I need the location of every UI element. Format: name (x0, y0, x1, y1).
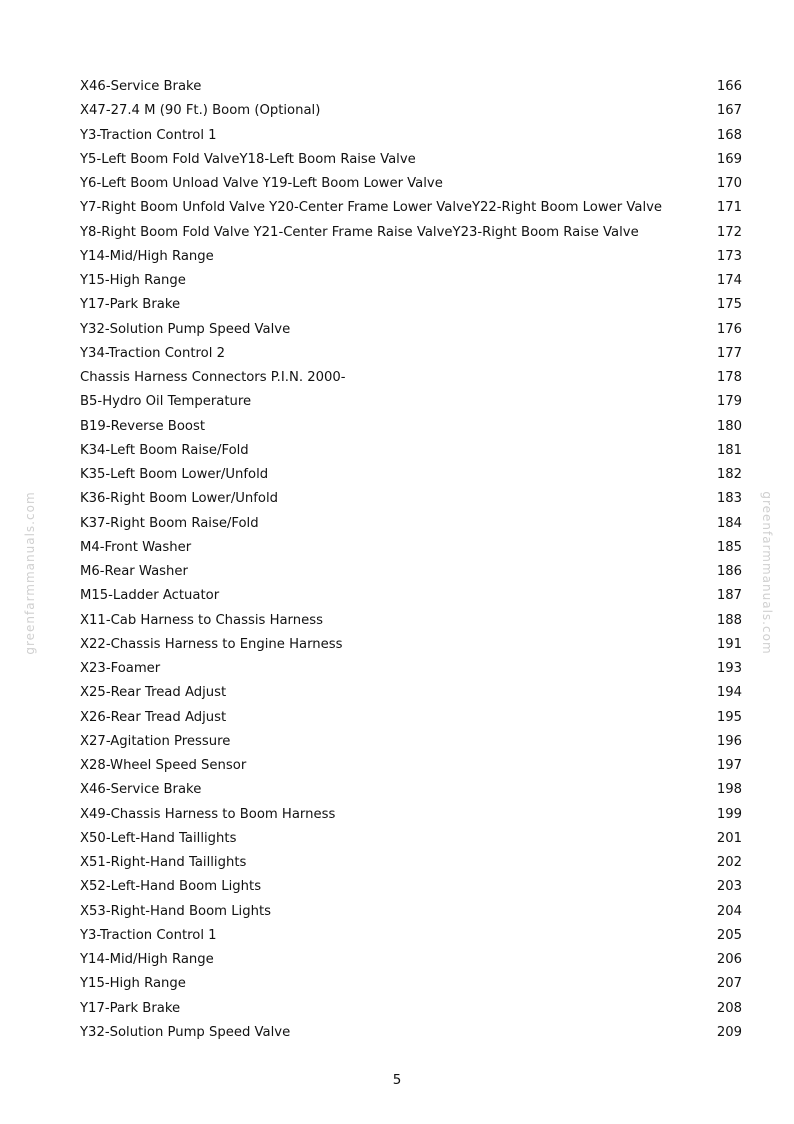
toc-entry-page: 175 (716, 297, 742, 313)
toc-entry[interactable] (80, 221, 742, 245)
toc-entry-title: Y32-Solution Pump Speed Valve (80, 321, 291, 337)
toc-entry[interactable] (80, 390, 742, 414)
toc-entry-title: X28-Wheel Speed Sensor (80, 758, 247, 773)
toc-entry-page: 167 (716, 103, 742, 119)
toc-entry-page: 197 (716, 758, 742, 773)
toc-entry-title: K35-Left Boom Lower/Unfold (80, 467, 269, 482)
toc-entry-page: 173 (716, 248, 742, 264)
toc-entry-title: X47-27.4 M (90 Ft.) Boom (Optional) (80, 103, 321, 119)
toc-entry-title: Y32-Solution Pump Speed Valve (80, 1024, 291, 1040)
toc-entry[interactable] (80, 172, 742, 196)
toc-entry-page: 203 (716, 879, 742, 895)
toc-entry-title: Y15-High Range (80, 976, 186, 992)
toc-entry[interactable] (80, 342, 742, 366)
toc-entry[interactable] (80, 657, 742, 681)
toc-entry-title: X23-Foamer (80, 661, 161, 676)
toc-entry[interactable] (80, 754, 742, 778)
toc-entry[interactable] (80, 972, 742, 996)
toc-entry[interactable] (80, 609, 742, 633)
toc-entry-page: 208 (716, 1000, 742, 1016)
toc-entry-title: Y34-Traction Control 2 (80, 345, 225, 361)
toc-entry-title: Y3-Traction Control 1 (80, 127, 217, 143)
toc-entry-page: 170 (716, 176, 742, 191)
toc-entry-title: K36-Right Boom Lower/Unfold (80, 491, 279, 507)
toc-entry-page: 195 (716, 709, 742, 725)
toc-entry[interactable] (80, 245, 742, 269)
toc-entry-page: 187 (716, 588, 742, 604)
toc-entry-page: 186 (716, 564, 742, 579)
toc-entry[interactable] (80, 463, 742, 487)
toc-entry-title: M15-Ladder Actuator (80, 588, 220, 604)
toc-entry-title: X11-Cab Harness to Chassis Harness (80, 612, 323, 628)
toc-entry-title: Y3-Traction Control 1 (80, 927, 217, 943)
toc-entry[interactable] (80, 99, 742, 123)
toc-entry-page: 205 (716, 927, 742, 943)
toc-entry-title: Y15-High Range (80, 273, 186, 288)
toc-entry-page: 207 (716, 976, 742, 992)
toc-entry[interactable] (80, 706, 742, 730)
toc-entry[interactable] (80, 803, 742, 827)
toc-entry-title: Y5-Left Boom Fold ValveY18-Left Boom Raise Valve (80, 151, 416, 167)
toc-entry-page: 174 (716, 273, 742, 288)
toc-entry[interactable] (80, 875, 742, 899)
toc-entry-title: Y6-Left Boom Unload Valve Y19-Left Boom Lower Valve (80, 176, 443, 191)
toc-entry[interactable] (80, 269, 742, 293)
toc-entry-page: 182 (716, 467, 742, 482)
toc-entry[interactable] (80, 124, 742, 148)
toc-entry-title: Y7-Right Boom Unfold Valve Y20-Center Frame Lower ValveY22-Right Boom Lower Valve (80, 200, 663, 216)
toc-entry[interactable] (80, 439, 742, 463)
toc-entry[interactable] (80, 681, 742, 705)
toc-entry-title: X50-Left-Hand Taillights (80, 830, 237, 846)
toc-entry[interactable] (80, 1021, 742, 1045)
toc-entry[interactable] (80, 148, 742, 172)
toc-entry-page: 191 (716, 636, 742, 652)
toc-entry-page: 196 (716, 733, 742, 749)
toc-entry-title: X26-Rear Tread Adjust (80, 709, 227, 725)
toc-entry-title: X51-Right-Hand Taillights (80, 855, 247, 870)
toc-entry-page: 183 (716, 491, 742, 507)
toc-entry-page: 177 (716, 345, 742, 361)
toc-entry-title: B5-Hydro Oil Temperature (80, 394, 252, 410)
toc-entry[interactable] (80, 560, 742, 584)
toc-entry-page: 201 (716, 830, 742, 846)
toc-entry-page: 176 (716, 321, 742, 337)
toc-entry-title: Y17-Park Brake (80, 1000, 181, 1016)
toc-entry-page: 194 (716, 685, 742, 701)
watermark-right: greenfarmmanuals.com (760, 491, 774, 655)
toc-entry-page: 204 (716, 903, 742, 919)
toc-entry-title: X52-Left-Hand Boom Lights (80, 879, 262, 895)
toc-entry[interactable] (80, 366, 742, 390)
toc-entry-title: Y8-Right Boom Fold Valve Y21-Center Frame Raise ValveY23-Right Boom Raise Valve (80, 224, 639, 240)
toc-entry-title: X49-Chassis Harness to Boom Harness (80, 806, 336, 822)
toc-entry[interactable] (80, 778, 742, 802)
toc-entry-page: 184 (716, 515, 742, 531)
toc-entry-title: X27-Agitation Pressure (80, 733, 231, 749)
toc-entry-page: 178 (716, 370, 742, 385)
toc-entry[interactable] (80, 536, 742, 560)
toc-entry[interactable] (80, 415, 742, 439)
toc-entry[interactable] (80, 318, 742, 342)
toc-entry[interactable] (80, 293, 742, 317)
toc-entry-title: X53-Right-Hand Boom Lights (80, 903, 271, 919)
toc-entry-page: 198 (716, 782, 742, 798)
toc-entry-page: 179 (716, 394, 742, 410)
toc-entry-page: 172 (716, 224, 742, 240)
toc-entry-page: 181 (716, 442, 742, 458)
toc-entry-page: 206 (716, 952, 742, 967)
toc-entry-page: 169 (716, 151, 742, 167)
toc-entry[interactable] (80, 827, 742, 851)
toc-entry-page: 209 (716, 1024, 742, 1040)
table-of-contents (80, 75, 742, 1045)
toc-entry-title: X46-Service Brake (80, 79, 202, 94)
toc-entry[interactable] (80, 730, 742, 754)
toc-entry[interactable] (80, 584, 742, 608)
toc-entry[interactable] (80, 487, 742, 511)
toc-entry-page: 193 (716, 661, 742, 676)
toc-entry[interactable] (80, 633, 742, 657)
toc-entry[interactable] (80, 924, 742, 948)
toc-entry-title: Y14-Mid/High Range (80, 952, 214, 967)
toc-entry-title: Chassis Harness Connectors P.I.N. 2000- (80, 370, 346, 385)
toc-entry-page: 202 (716, 855, 742, 870)
toc-entry-title: M6-Rear Washer (80, 564, 188, 579)
toc-entry[interactable] (80, 75, 742, 99)
toc-entry-title: X25-Rear Tread Adjust (80, 685, 227, 701)
toc-entry-page: 171 (716, 200, 742, 216)
toc-entry-title: X46-Service Brake (80, 782, 202, 798)
toc-entry-page: 166 (716, 79, 742, 94)
toc-entry[interactable] (80, 196, 742, 220)
toc-entry-title: Y14-Mid/High Range (80, 248, 214, 264)
toc-entry-page: 180 (716, 418, 742, 434)
toc-entry[interactable] (80, 851, 742, 875)
toc-entry-title: B19-Reverse Boost (80, 418, 206, 434)
toc-entry-page: 188 (716, 612, 742, 628)
toc-entry-title: M4-Front Washer (80, 539, 192, 555)
toc-entry-title: Y17-Park Brake (80, 297, 181, 313)
toc-entry[interactable] (80, 900, 742, 924)
toc-entry[interactable] (80, 512, 742, 536)
toc-entry[interactable] (80, 948, 742, 972)
toc-entry-page: 185 (716, 539, 742, 555)
toc-entry-page: 199 (716, 806, 742, 822)
watermark-left: greenfarmmanuals.com (23, 491, 37, 655)
toc-entry-title: X22-Chassis Harness to Engine Harness (80, 636, 343, 652)
page-number: 5 (392, 1072, 402, 1088)
toc-entry-title: K34-Left Boom Raise/Fold (80, 442, 249, 458)
toc-entry[interactable] (80, 997, 742, 1021)
toc-entry-page: 168 (716, 127, 742, 143)
toc-entry-title: K37-Right Boom Raise/Fold (80, 515, 259, 531)
